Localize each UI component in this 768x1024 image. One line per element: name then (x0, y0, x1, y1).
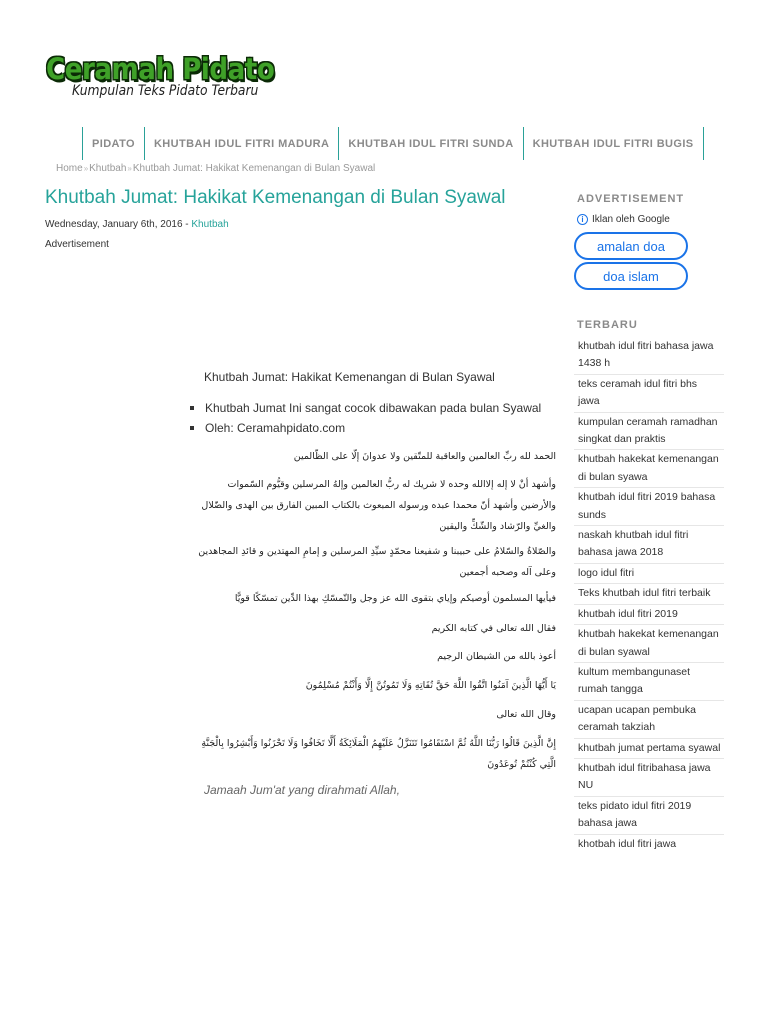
nav-item-khutbah-sunda[interactable]: KHUTBAH IDUL FITRI SUNDA (338, 127, 522, 160)
arabic-paragraph: أعوذ بالله من الشيطان الرجيم (437, 651, 556, 662)
nav-item-pidato[interactable]: PIDATO (82, 127, 144, 160)
list-item: Khutbah Jumat Ini sangat cocok dibawakan pada bulan Syawal (188, 398, 556, 418)
logo-tagline: Kumpulan Teks Pidato Terbaru (72, 83, 259, 99)
post-title: Khutbah Jumat: Hakikat Kemenangan di Bulan Syawal (45, 187, 506, 208)
post-category-link[interactable]: Khutbah (191, 219, 229, 230)
arabic-paragraph: الحمد لله ربِّ العالمين والعاقبة للمتّقين ولا عدوانَ إلّا على الظّالمين (293, 451, 556, 462)
sidebar-advertisement-heading: ADVERTISEMENT (577, 193, 685, 205)
recent-post-link[interactable]: khotbah idul fitri jawa (578, 837, 677, 850)
recent-post-link[interactable]: logo idul fitri (574, 564, 724, 584)
breadcrumb-separator: » (83, 164, 89, 173)
recent-post-link[interactable]: kumpulan ceramah ramadhan singkat dan praktis (574, 413, 724, 451)
ads-by-label: Iklan oleh Google (592, 214, 670, 225)
breadcrumb-current: Khutbah Jumat: Hakikat Kemenangan di Bulan Syawal (132, 163, 376, 174)
breadcrumb-home-link[interactable]: Home (56, 163, 83, 174)
recent-post-link[interactable]: teks ceramah idul fitri bhs jawa (574, 375, 724, 413)
list-item: Oleh: Ceramahpidato.com (188, 418, 556, 438)
recent-post-link[interactable]: ucapan ucapan pembuka ceramah takziah (574, 701, 724, 739)
recent-post-link[interactable]: khutbah jumat pertama syawal (574, 739, 724, 759)
breadcrumb-category-link[interactable]: Khutbah (89, 163, 127, 174)
post-date: Wednesday, January 6th, 2016 - (45, 219, 192, 230)
recent-post-link[interactable]: khutbah idul fitri bahasa jawa 1438 h (574, 337, 724, 375)
recent-post-link[interactable]: khutbah idul fitri 2019 (574, 605, 724, 625)
article-heading: Khutbah Jumat: Hakikat Kemenangan di Bulan Syawal (204, 370, 495, 384)
post-meta (45, 219, 229, 230)
arabic-paragraph: وقال الله تعالى (496, 709, 556, 720)
arabic-paragraph: يَا أَيُّهَا الَّذِينَ آمَنُوا اتَّقُوا اللَّهَ حَقَّ تُقَاتِهِ وَلَا تَمُوتُنَّ إِلَّا وَأَنْتُمْ مُسْلِمُونَ (305, 680, 556, 691)
ad-link-doa-islam[interactable]: doa islam (574, 262, 688, 290)
site-logo[interactable] (44, 50, 275, 104)
arabic-paragraph: فيأيها المسلمون أوصيكم وإياي بتقوى الله عز وجل والتّمسّكِ بهذا الدِّين تمسّكًا قويًّا (234, 593, 556, 604)
nav-item-khutbah-bugis[interactable]: KHUTBAH IDUL FITRI BUGIS (523, 127, 704, 160)
main-nav (82, 127, 704, 160)
nav-item-khutbah-madura[interactable]: KHUTBAH IDUL FITRI MADURA (144, 127, 338, 160)
recent-post-link[interactable]: kultum membangunaset rumah tangga (574, 663, 724, 701)
sidebar-recent-heading: TERBARU (577, 319, 638, 331)
ads-by-google[interactable] (577, 214, 670, 225)
arabic-paragraph: إِنَّ الَّذِينَ قَالُوا رَبُّنَا اللَّهُ ثُمَّ اسْتَقَامُوا تَتَنَزَّلُ عَلَيْهِمُ الْمَلَائِكَةُ أَلَّا تَخَافُوا وَلَا تَحْزَنُوا وَأَبْشِرُوا بِالْجَنَّةِ الَّتِي كُنْتُمْ تُوعَدُونَ (201, 738, 556, 770)
breadcrumb-separator: » (127, 164, 132, 173)
article-bullets (188, 398, 556, 438)
recent-post-link[interactable]: Teks khutbah idul fitri terbaik (574, 584, 724, 604)
breadcrumb (56, 163, 375, 174)
arabic-paragraph: وأشهد أنْ لا إله إلاالله وحده لا شريك له ربُّ العالمين وإلهُ المرسلين وقيُّوم السّموات والأرضين وأشهد أنّ محمدا عبده ورسوله المبعوث بالكتاب المبين الفارق بين الهدى والضّلال والغيِّ والرّشاد والشّكِّ واليقين (201, 479, 556, 532)
recent-post-link[interactable]: khutbah hakekat kemenangan di bulan syawal (574, 625, 724, 663)
article-italic-line: Jamaah Jum'at yang dirahmati Allah, (204, 783, 400, 797)
recent-post-link[interactable]: khutbah hakekat kemenangan di bulan syawa (574, 450, 724, 488)
recent-post-link[interactable]: teks pidato idul fitri 2019 bahasa jawa (574, 797, 724, 835)
arabic-paragraph: فقال الله تعالى في كتابه الكريم (431, 623, 556, 634)
advertisement-label: Advertisement (45, 239, 109, 250)
info-icon[interactable]: i (577, 214, 588, 225)
logo-title: Ceramah Pidato (46, 52, 275, 86)
ad-link-amalan-doa[interactable]: amalan doa (574, 232, 688, 260)
arabic-paragraph: والصّلاةُ والسّلامُ على حبيبنا و شفيعنا محمّدٍ سيِّدِ المرسلين و إمامِ المهتدين و قائدِ المجاهدين وعلى آله وصحبه أجمعين (198, 546, 556, 578)
recent-post-link[interactable]: naskah khutbah idul fitri bahasa jawa 2018 (574, 526, 724, 564)
recent-post-link[interactable]: khutbah idul fitri 2019 bahasa sunds (574, 488, 724, 526)
recent-posts-list (574, 337, 724, 854)
recent-post-link[interactable]: khutbah idul fitribahasa jawa NU (574, 759, 724, 797)
article-content (186, 370, 556, 444)
